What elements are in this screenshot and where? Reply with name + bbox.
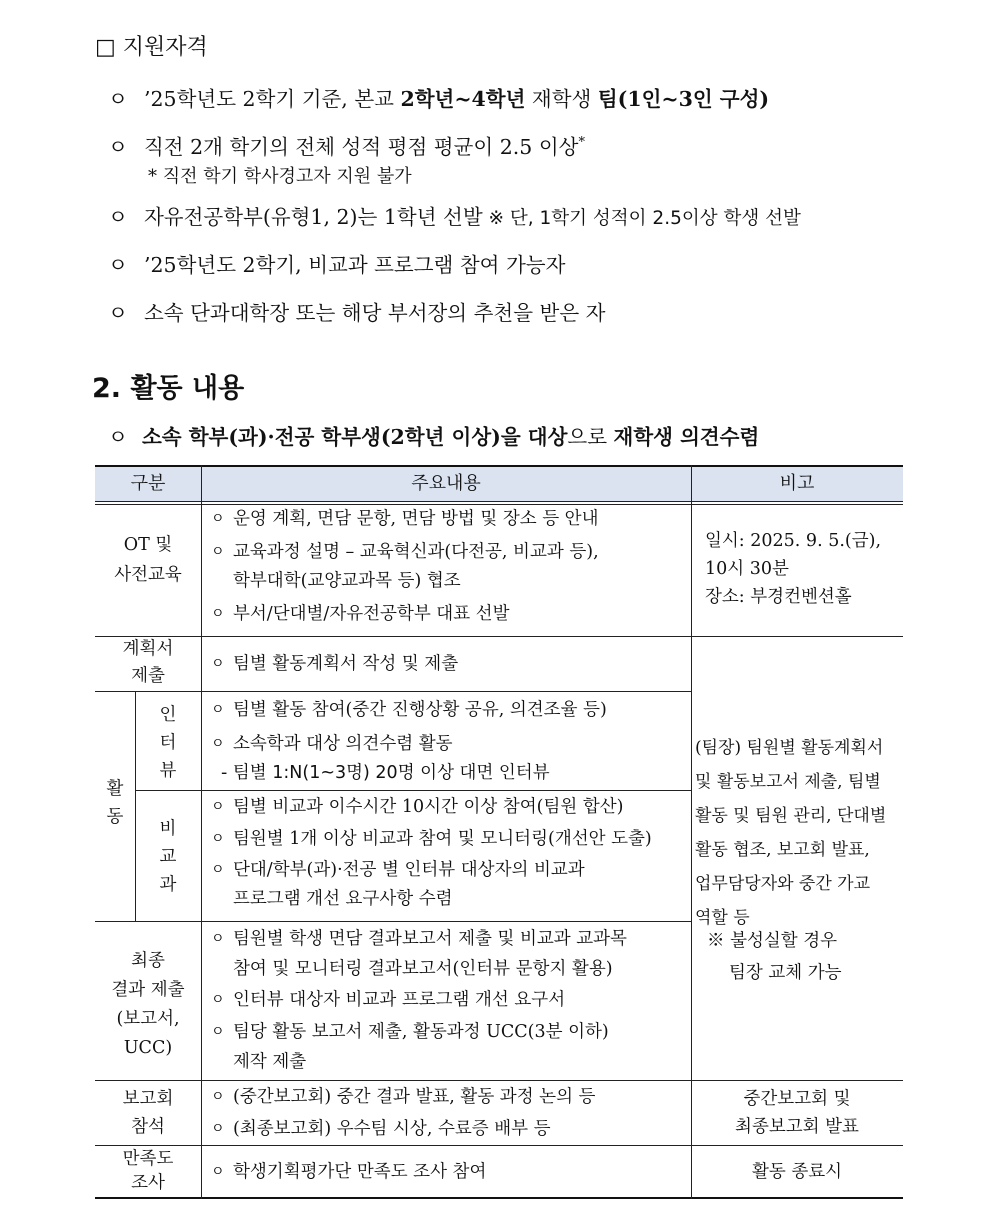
activity-table [95,465,903,1200]
bullet-mark: ㅇ [108,87,128,111]
eligibility-footnote: * 직전 학기 학사경고자 지원 불가 [148,166,412,187]
list-item: ㅇ 팀별 비교과 이수시간 10시간 이상 참여(팀원 합산) [211,797,624,817]
plan-items [201,649,691,679]
list-item: ㅇ (중간보고회) 중간 결과 발표, 활동 과정 논의 등 [211,1087,596,1107]
row-label-ot: OT 및 사전교육 [114,535,182,585]
bullet-mark: ㅇ [108,135,128,159]
eligibility-item-4: ㅇ ’25학년도 2학기, 비교과 프로그램 참여 가능자 [108,248,565,278]
list-item: ㅇ 팀별 활동계획서 작성 및 제출 [211,654,459,674]
list-item: ㅇ (최종보고회) 우수팀 시상, 수료증 배부 등 [211,1119,551,1139]
eligibility-item-2: ㅇ 직전 2개 학기의 전체 성적 평점 평균이 2.5 이상* [108,130,585,160]
row-label-interview: 인 터 뷰 [159,705,177,781]
row-label-report: 보고회 참석 [122,1089,174,1137]
list-item: ㅇ 부서/단대별/자유전공학부 대표 선발 [211,604,510,624]
list-item: ㅇ 교육과정 설명 – 교육혁신과(다전공, 비교과 등), 학부대학(교양교과목 등) 협조 [211,542,599,591]
bullet-mark: ㅇ [108,301,128,325]
ot-note: 일시: 2025. 9. 5.(금), 10시 30분 장소: 부경컨벤션홀 [705,531,882,607]
list-item: ㅇ 팀원별 1개 이상 비교과 참여 및 모니터링(개선안 도출) [211,829,652,849]
list-item: ㅇ 팀원별 학생 면담 결과보고서 제출 및 비교과 교과목 참여 및 모니터링 결과보고서(인터뷰 문항지 활용) [211,929,627,979]
list-item: ㅇ 단대/학부(과)·전공 별 인터뷰 대상자의 비교과 프로그램 개선 요구사항 수렴 [211,860,585,909]
row-label-activity: 활 동 [106,779,124,827]
bullet-mark: ㅇ [108,205,128,229]
report-note: 중간보고회 및 최종보고회 발표 [735,1089,859,1137]
row-label-survey: 만족도 조사 [122,1149,174,1193]
eligibility-item-1: ㅇ ’25학년도 2학기 기준, 본교 2학년~4학년 재학생 팀(1인~3인 구성) [108,82,769,112]
interview-items [201,695,691,787]
section-heading-activity: 2. 활동 내용 [92,373,245,404]
eligibility-item-5: ㅇ 소속 단과대학장 또는 해당 부서장의 추천을 받은 자 [108,296,605,326]
list-item: ㅇ 인터뷰 대상자 비교과 프로그램 개선 요구서 [211,990,566,1010]
leader-role-note: (팀장) 팀원별 활동계획서 및 활동보고서 제출, 팀별 활동 및 팀원 관리, 단대별 활동 협조, 보고회 발표, 업무담당자와 중간 가교 역할 등 [695,738,887,928]
extracurricular-items [201,793,691,914]
list-item: ㅇ 운영 계획, 면담 문항, 면담 방법 및 장소 등 안내 [211,509,599,529]
ot-items [201,505,691,629]
report-items [201,1082,691,1144]
list-item: ㅇ 학생기획평가단 만족도 조사 참여 [211,1162,487,1182]
list-item: ㅇ 소속학과 대상 의견수렴 활동 [211,734,453,754]
eligibility-item-3: ㅇ 자유전공학부(유형1, 2)는 1학년 선발 ※ 단, 1학기 성적이 2.5이상 학생 선발 [108,200,801,230]
final-items [201,924,691,1077]
bullet-mark: ㅇ [108,425,128,449]
leader-replacement-note: ※ 불성실할 경우 팀장 교체 가능 [707,931,842,983]
header-category: 구분 [130,473,166,494]
header-note: 비고 [779,473,815,494]
list-item: ㅇ 팀당 활동 보고서 제출, 활동과정 UCC(3분 이하) 제작 제출 [211,1022,609,1072]
section-heading-eligibility: □ 지원자격 [95,35,208,60]
row-label-plan: 계획서 제출 [122,639,174,686]
activity-summary: ㅇ 소속 학부(과)·전공 학부생(2학년 이상)을 대상으로 재학생 의견수렴 [108,420,759,450]
row-label-final: 최종 결과 제출 (보고서, UCC) [111,951,185,1058]
survey-items [201,1157,691,1187]
row-label-extracurricular: 비 교 과 [159,819,177,895]
header-main-content: 주요내용 [411,473,481,494]
list-item-sub: - 팀별 1:N(1~3명) 20명 이상 대면 인터뷰 [221,763,550,783]
list-item: ㅇ 팀별 활동 참여(중간 진행상황 공유, 의견조율 등) [211,700,607,720]
bullet-mark: ㅇ [108,253,128,277]
survey-note: 활동 종료시 [751,1162,843,1182]
